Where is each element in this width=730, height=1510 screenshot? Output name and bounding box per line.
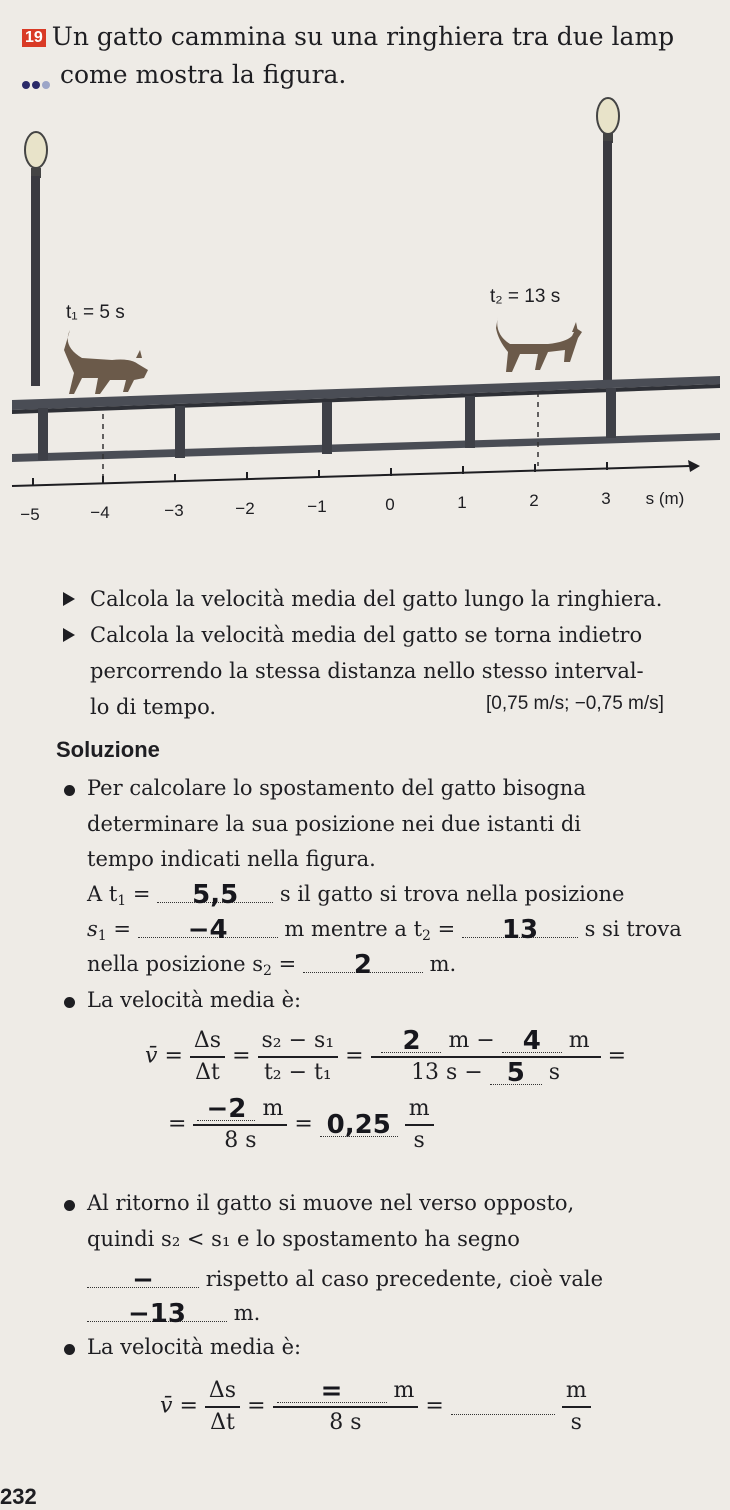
p1-line2: determinare la sua posizione nei due istanti di (87, 812, 582, 836)
question-2-line3: lo di tempo. (90, 695, 217, 719)
blank-s1[interactable] (138, 915, 278, 945)
header-line2: come mostra la figura. (60, 60, 347, 89)
blank-m13[interactable] (87, 1299, 227, 1329)
hw-eq: = (320, 1376, 343, 1406)
s2-minus-s1: s₂ − s₁ (258, 1028, 339, 1058)
blank-num2[interactable] (502, 1026, 562, 1056)
axis-unit: s (m) (645, 489, 685, 508)
line-s2: nella posizione $s_2 = 2$ m. (87, 950, 457, 980)
line-s1: $s_1 = -4$ m mentre a $t_2 = 13$ s si trova (87, 915, 682, 945)
text-position: s il gatto si trova nella posizione (279, 882, 625, 906)
frac-delta-2 (205, 1378, 240, 1435)
railing (12, 376, 720, 483)
p1-line1: Per calcolare lo spostamento del gatto bisogna (87, 776, 586, 800)
tick-label: 1 (457, 493, 467, 512)
blank-s2[interactable] (303, 950, 423, 980)
v-bar: v̄ (160, 1393, 173, 1419)
solution-bullet-3 (64, 1200, 75, 1211)
text-a-t: A t (87, 882, 118, 906)
p3-line3 (87, 1263, 603, 1296)
hw-s1: −4 (187, 915, 228, 945)
solution-bullet-2 (64, 997, 75, 1008)
delta-s: Δs (205, 1378, 240, 1408)
den-8s: 8 s (224, 1128, 257, 1153)
question-2-line1: Calcola la velocità media del gatto se torna indietro (90, 623, 643, 647)
lamp-right (597, 98, 619, 386)
p3-line4 (87, 1297, 260, 1330)
tick-label: −5 (20, 505, 40, 524)
blank-t1[interactable] (157, 880, 273, 910)
p3-quindi: quindi s₂ < s₁ e lo spostamento ha segno (87, 1227, 520, 1251)
answer: [0,75 m/s; −0,75 m/s] (486, 693, 664, 714)
text-s-trova: s si trova (584, 917, 682, 941)
t2-minus-t1: t₂ − t₁ (263, 1060, 332, 1085)
text-m: m. (233, 1301, 261, 1325)
question-2-line2: percorrendo la stessa distanza nello stesso interval- (90, 659, 644, 683)
equals: = (607, 1043, 627, 1069)
p3-line1: Al ritorno il gatto si muove nel verso opposto, (87, 1191, 575, 1215)
equals: = (294, 1111, 313, 1137)
tick-label: −1 (307, 497, 327, 516)
vel-media-label: La velocità media è: (87, 988, 302, 1012)
v-bar: v̄ (145, 1043, 158, 1069)
m-unit: m (568, 1028, 590, 1053)
figure-railing (0, 88, 730, 528)
equals: = (345, 1043, 364, 1069)
delta-t: Δt (195, 1060, 220, 1085)
text-m-mentre: m mentre a t (284, 917, 423, 941)
p1-line3: tempo indicati nella figura. (87, 847, 376, 871)
ms-num: m (405, 1096, 434, 1126)
tick-label: 2 (529, 491, 539, 510)
hw-res: 0,25 (326, 1109, 391, 1140)
solution-bullet-1 (64, 785, 75, 796)
hw-m13: −13 (128, 1299, 186, 1329)
cat-right (496, 316, 582, 372)
hw-t2: 13 (501, 915, 539, 945)
hw-num2: 4 (522, 1026, 541, 1056)
frac-delta (190, 1028, 225, 1085)
frac-return (273, 1378, 419, 1435)
frac-s-t (258, 1028, 339, 1085)
hw-sign: − (132, 1265, 154, 1295)
symbol-s: s (87, 917, 98, 941)
frac-values (371, 1026, 601, 1088)
header-line1: Un gatto cammina su una ringhiera tra due lamp (51, 22, 675, 51)
t2-label: t₂ = 13 s (490, 286, 561, 307)
question-bullet-1 (63, 592, 75, 606)
delta-s: Δs (190, 1028, 225, 1058)
question-bullet-2 (63, 628, 75, 642)
exercise-number: 19 (22, 29, 46, 47)
blank-t2[interactable] (462, 915, 578, 945)
blank-ret-num[interactable] (277, 1376, 387, 1406)
hw-num1: 2 (402, 1026, 421, 1056)
page-number: 232 (0, 1484, 37, 1509)
vel-media-label-2: La velocità media è: (87, 1335, 302, 1359)
tick-label: 0 (385, 495, 395, 514)
frac-ms (405, 1096, 434, 1153)
lamp-left (25, 132, 47, 386)
hw-s2: 2 (353, 950, 372, 980)
m-minus: m − (448, 1028, 495, 1053)
cat-left (64, 330, 148, 394)
blank-num1[interactable] (381, 1026, 441, 1056)
text-rispetto: rispetto al caso precedente, cioè vale (205, 1267, 604, 1291)
hw-t1: 5,5 (192, 880, 239, 910)
m-unit: m (393, 1378, 415, 1403)
formula-velocity-return (160, 1378, 591, 1435)
equals: = (232, 1043, 251, 1069)
tick-label: −2 (235, 499, 255, 518)
frac-result (193, 1096, 287, 1153)
question-1: Calcola la velocità media del gatto lungo la ringhiera. (90, 587, 663, 611)
text-m: m. (429, 952, 457, 976)
den-8s: 8 s (329, 1410, 362, 1435)
blank-res[interactable] (320, 1109, 398, 1140)
ms-den: s (570, 1410, 582, 1435)
equals: = (164, 1043, 183, 1069)
hw-den: 5 (506, 1058, 525, 1088)
ms-num: m (562, 1378, 591, 1408)
solution-title: Soluzione (56, 737, 160, 762)
equals: = (168, 1111, 187, 1137)
frac-ms-2 (562, 1378, 591, 1435)
m-unit: m (262, 1096, 284, 1121)
equals: = (113, 917, 131, 941)
blank-dm[interactable] (197, 1094, 255, 1124)
equals: = (132, 882, 151, 906)
blank-ret-result[interactable] (451, 1392, 555, 1415)
formula-velocity (145, 1026, 627, 1088)
s-unit: s (548, 1060, 561, 1085)
t1-label: t₁ = 5 s (66, 302, 125, 323)
exercise-header (22, 18, 712, 94)
blank-den[interactable] (490, 1058, 542, 1088)
equals: = (425, 1393, 444, 1419)
position-axis (12, 460, 700, 524)
solution-bullet-4 (64, 1344, 75, 1355)
delta-t: Δt (210, 1410, 235, 1435)
ms-den: s (413, 1128, 425, 1153)
equals: = (278, 952, 297, 976)
tick-label: −3 (164, 501, 184, 520)
equals: = (179, 1393, 198, 1419)
tick-label: 3 (601, 489, 611, 508)
formula-velocity-2 (168, 1096, 434, 1153)
line-t1: A $t_1 = 5,5$ s il gatto si trova nella posizione (87, 880, 625, 910)
equals: = (247, 1393, 266, 1419)
tick-label: −4 (90, 503, 110, 522)
hw-dm: −2 (206, 1094, 247, 1124)
blank-sign[interactable] (87, 1265, 199, 1295)
text-nella-posizione: nella posizione s (87, 952, 263, 976)
den-13s: 13 s − (411, 1060, 483, 1085)
equals: = (437, 917, 456, 941)
